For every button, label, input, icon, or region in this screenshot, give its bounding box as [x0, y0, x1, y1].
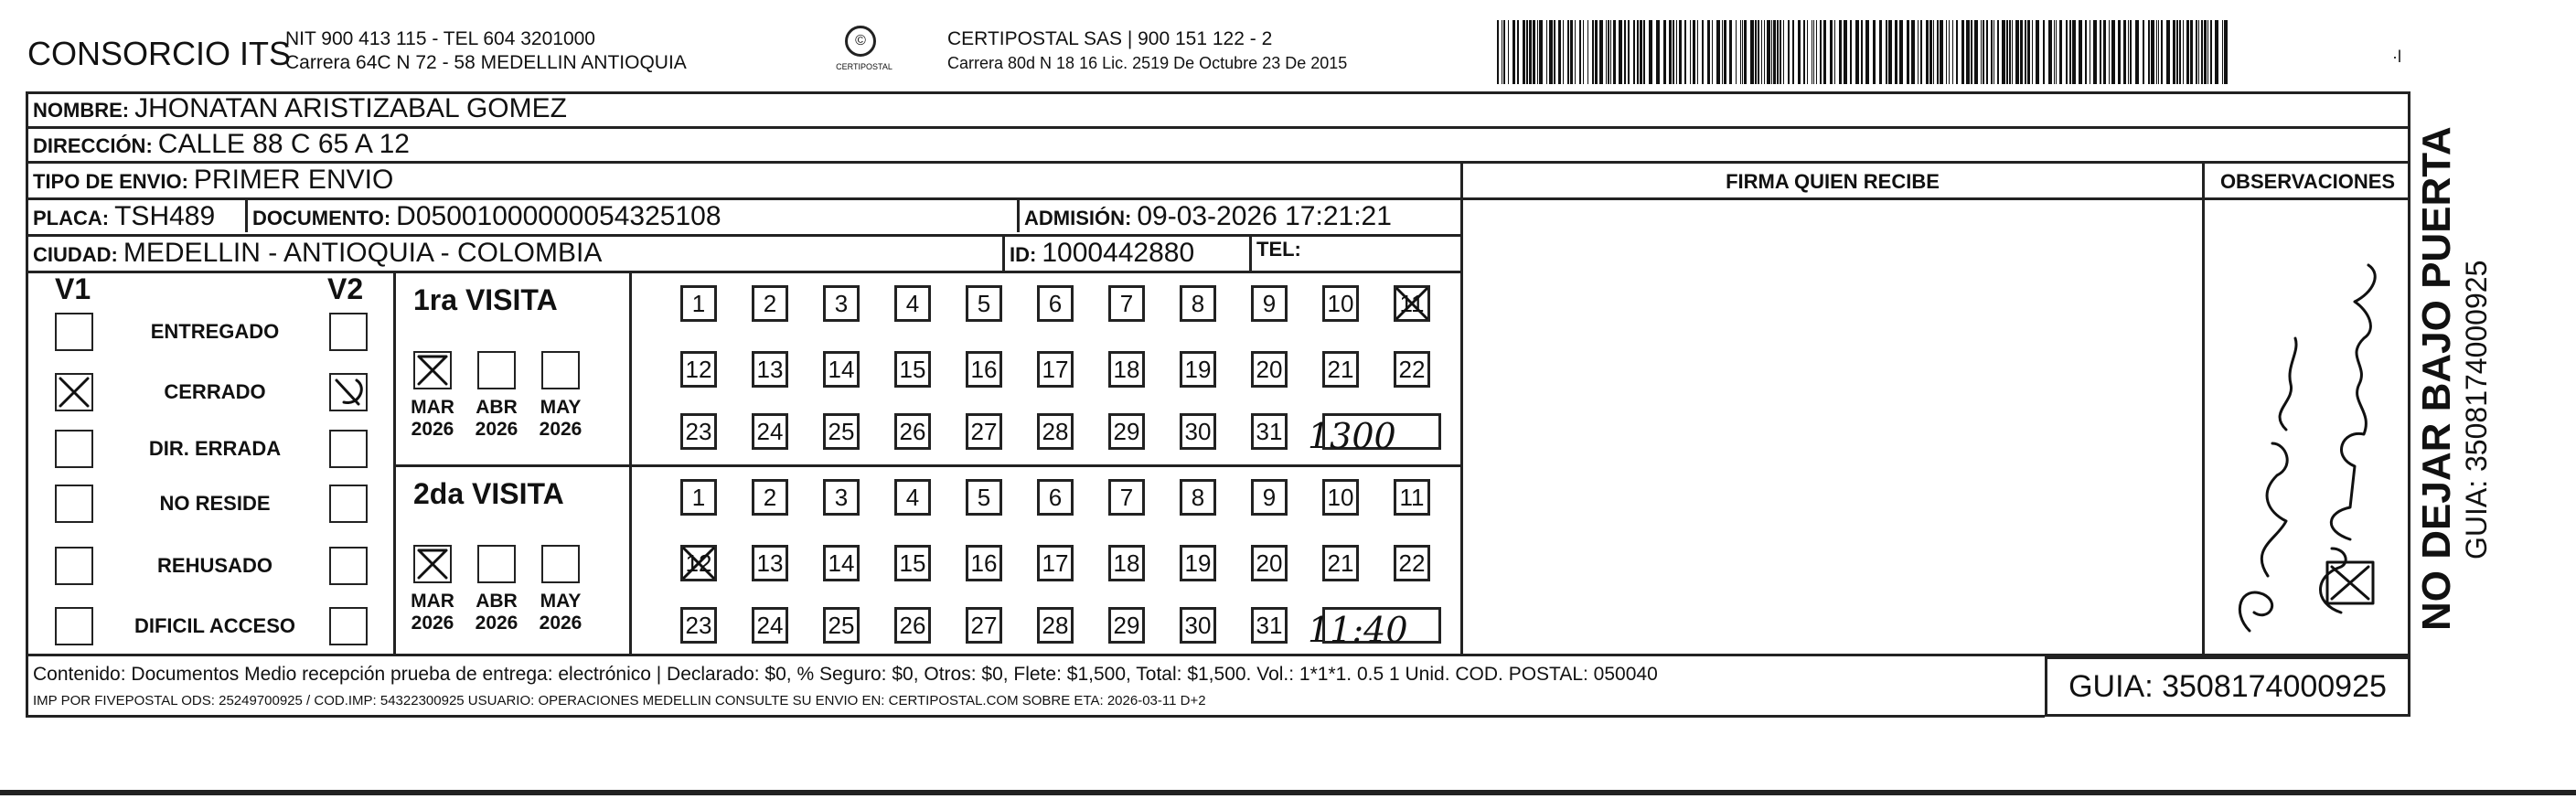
documento-label: DOCUMENTO: — [252, 207, 391, 229]
svg-text:1300: 1300 — [1308, 416, 1396, 456]
month-checkbox[interactable] — [413, 545, 452, 583]
footer-impresion: IMP POR FIVEPOSTAL ODS: 25249700925 / COD.IMP: 54322300925 USUARIO: OPERACIONES MEDELLIN CONSULTE SU ENVIO EN: CERTIPOSTAL.COM SOBRE ETA: 2026-03-11 D+2 — [33, 693, 1206, 708]
v1-checkbox[interactable] — [55, 430, 93, 468]
month-label: ABR 2026 — [475, 591, 518, 634]
day-box[interactable]: 23 — [680, 607, 717, 644]
day-box[interactable]: 14 — [823, 351, 860, 388]
month-checkbox[interactable] — [413, 351, 452, 389]
day-box[interactable]: 22 — [1394, 545, 1430, 581]
direccion-label: DIRECCIÓN: — [33, 134, 153, 157]
day-box[interactable]: 23 — [680, 413, 717, 450]
visit1-time-handwritten — [1300, 408, 1421, 457]
status-option-label: DIR. ERRADA — [148, 437, 282, 460]
day-box[interactable]: 19 — [1180, 545, 1216, 581]
day-box[interactable]: 2 — [752, 479, 788, 516]
day-box[interactable]: 21 — [1322, 351, 1359, 388]
barcode — [1497, 20, 2229, 84]
admision-label: ADMISIÓN: — [1024, 207, 1132, 229]
status-option-label: NO RESIDE — [159, 492, 271, 515]
day-box[interactable]: 1 — [680, 479, 717, 516]
status-option-label: REHUSADO — [157, 554, 273, 577]
visit2-time-handwritten — [1300, 602, 1421, 651]
ciudad-value: MEDELLIN - ANTIOQUIA - COLOMBIA — [123, 238, 603, 268]
day-box[interactable]: 20 — [1251, 351, 1288, 388]
v1-checkbox[interactable] — [55, 607, 93, 645]
day-box[interactable]: 25 — [823, 607, 860, 644]
day-box[interactable]: 24 — [752, 607, 788, 644]
day-box[interactable]: 2 — [752, 285, 788, 322]
day-box[interactable]: 4 — [894, 479, 931, 516]
day-box[interactable]: 30 — [1180, 607, 1216, 644]
v1-checkbox[interactable] — [55, 485, 93, 523]
company-address: Carrera 64C N 72 - 58 MEDELLIN ANTIOQUIA — [285, 52, 687, 73]
day-box[interactable]: 25 — [823, 413, 860, 450]
day-box[interactable]: 21 — [1322, 545, 1359, 581]
day-box[interactable]: 13 — [752, 351, 788, 388]
nombre-value: JHONATAN ARISTIZABAL GOMEZ — [134, 93, 567, 123]
day-box[interactable]: 17 — [1037, 545, 1074, 581]
day-box[interactable]: 8 — [1180, 479, 1216, 516]
day-box[interactable]: 1 — [680, 285, 717, 322]
v1-label: V1 — [55, 272, 91, 305]
nombre-row — [33, 93, 567, 124]
no-dejar-warning: NO DEJAR BAJO PUERTA — [2414, 126, 2459, 631]
day-box[interactable]: 9 — [1251, 479, 1288, 516]
observaciones-handwriting — [2213, 247, 2405, 649]
ciudad-label: CIUDAD: — [33, 243, 118, 266]
day-box[interactable]: 30 — [1180, 413, 1216, 450]
v2-checkbox[interactable] — [329, 607, 368, 645]
day-mark — [1394, 285, 1430, 322]
day-box[interactable]: 8 — [1180, 285, 1216, 322]
day-box[interactable]: 27 — [966, 413, 1002, 450]
month-label: MAR 2026 — [411, 397, 454, 440]
day-box[interactable]: 15 — [894, 545, 931, 581]
ciudad-row — [33, 238, 602, 269]
svg-text:11:40: 11:40 — [1308, 610, 1408, 650]
placa-value: TSH489 — [114, 201, 216, 231]
id-value: 1000442880 — [1042, 238, 1195, 268]
v1-checkbox[interactable] — [55, 547, 93, 585]
tipo-row — [33, 165, 393, 196]
v1-checkbox[interactable] — [55, 373, 93, 411]
day-mark — [680, 545, 717, 581]
v2-checkbox[interactable] — [329, 547, 368, 585]
month-checkbox[interactable] — [477, 545, 516, 583]
firma-header: FIRMA QUIEN RECIBE — [1726, 170, 1940, 193]
tel-row — [1256, 238, 1301, 261]
day-box[interactable]: 9 — [1251, 285, 1288, 322]
day-box[interactable]: 11 — [1394, 479, 1430, 516]
month-checkbox[interactable] — [541, 545, 580, 583]
v2-checkbox[interactable] — [329, 313, 368, 351]
id-row — [1010, 238, 1194, 269]
side-guia: GUIA: 3508174000925 — [2460, 260, 2493, 559]
carrier-name: CERTIPOSTAL SAS | 900 151 122 - 2 — [947, 28, 1273, 49]
tipo-value: PRIMER ENVIO — [193, 165, 394, 195]
day-box[interactable]: 29 — [1108, 607, 1145, 644]
day-box[interactable]: 6 — [1037, 285, 1074, 322]
day-box[interactable]: 18 — [1108, 351, 1145, 388]
month-label: ABR 2026 — [475, 397, 518, 440]
placa-label: PLACA: — [33, 207, 110, 229]
month-label: MAY 2026 — [539, 591, 583, 634]
day-box[interactable]: 12 — [680, 545, 717, 581]
day-box[interactable]: 4 — [894, 285, 931, 322]
day-box[interactable]: 15 — [894, 351, 931, 388]
day-box[interactable]: 19 — [1180, 351, 1216, 388]
visit-title: 2da VISITA — [413, 477, 564, 510]
documento-row — [252, 201, 721, 232]
v2-checkbox[interactable] — [329, 373, 368, 411]
carrier-info — [947, 27, 1347, 75]
corner-mark: ·l — [2392, 48, 2401, 66]
placa-row — [33, 201, 215, 232]
observaciones-header: OBSERVACIONES — [2219, 170, 2396, 193]
day-box[interactable]: 12 — [680, 351, 717, 388]
day-box[interactable]: 3 — [823, 285, 860, 322]
company-name: CONSORCIO ITS — [27, 35, 292, 72]
admision-value: 09-03-2026 17:21:21 — [1137, 201, 1392, 231]
status-option-label: CERRADO — [164, 380, 266, 403]
direccion-row — [33, 129, 410, 160]
nombre-label: NOMBRE: — [33, 99, 130, 122]
month-label: MAY 2026 — [539, 397, 583, 440]
day-box[interactable]: 31 — [1251, 413, 1288, 450]
day-box[interactable]: 26 — [894, 413, 931, 450]
status-option-label: DIFICIL ACCESO — [134, 614, 295, 637]
visit-title: 1ra VISITA — [413, 283, 558, 316]
guia-number: GUIA: 3508174000925 — [2045, 656, 2410, 717]
day-box[interactable]: 24 — [752, 413, 788, 450]
month-checkbox[interactable] — [541, 351, 580, 389]
day-box[interactable]: 6 — [1037, 479, 1074, 516]
day-box[interactable]: 14 — [823, 545, 860, 581]
day-box[interactable]: 7 — [1108, 479, 1145, 516]
month-label: MAR 2026 — [411, 591, 454, 634]
day-box[interactable]: 17 — [1037, 351, 1074, 388]
carrier-address: Carrera 80d N 18 16 Lic. 2519 De Octubre 23 De 2015 — [947, 54, 1348, 72]
company-nit-tel: NIT 900 413 115 - TEL 604 3201000 — [285, 28, 595, 49]
day-box[interactable]: 5 — [966, 479, 1002, 516]
day-box[interactable]: 10 — [1322, 479, 1359, 516]
certipostal-logo: © CERTIPOSTAL — [832, 26, 883, 80]
day-box[interactable]: 10 — [1322, 285, 1359, 322]
admision-row — [1024, 201, 1392, 232]
tipo-label: TIPO DE ENVIO: — [33, 170, 188, 193]
day-box[interactable]: 18 — [1108, 545, 1145, 581]
v2-checkbox[interactable] — [329, 430, 368, 468]
direccion-value: CALLE 88 C 65 A 12 — [157, 129, 410, 159]
day-box[interactable]: 5 — [966, 285, 1002, 322]
bottom-rule — [0, 790, 2576, 795]
company-info — [285, 27, 687, 75]
v2-label: V2 — [327, 272, 364, 305]
day-box[interactable]: 16 — [966, 545, 1002, 581]
day-box[interactable]: 29 — [1108, 413, 1145, 450]
day-box[interactable]: 22 — [1394, 351, 1430, 388]
status-option-label: ENTREGADO — [150, 320, 280, 343]
month-checkbox[interactable] — [477, 351, 516, 389]
day-box[interactable]: 26 — [894, 607, 931, 644]
footer-contenido: Contenido: Documentos Medio recepción prueba de entrega: electrónico | Declarado: $0, % Seguro: $0, Otros: $0, Flete: $1,500, Total: $1,500. Vol.: 1*1*1. 0.5 1 Unid. COD. POSTAL: 050040 — [33, 664, 1658, 685]
tel-label: TEL: — [1256, 238, 1301, 261]
v1-checkbox[interactable] — [55, 313, 93, 351]
day-box[interactable]: 16 — [966, 351, 1002, 388]
day-box[interactable]: 3 — [823, 479, 860, 516]
day-box[interactable]: 28 — [1037, 413, 1074, 450]
v2-checkbox[interactable] — [329, 485, 368, 523]
day-box[interactable]: 31 — [1251, 607, 1288, 644]
id-label: ID: — [1010, 243, 1037, 266]
documento-value: D05001000000054325108 — [396, 201, 721, 231]
day-box[interactable]: 27 — [966, 607, 1002, 644]
day-box[interactable]: 20 — [1251, 545, 1288, 581]
day-box[interactable]: 11 — [1394, 285, 1430, 322]
day-box[interactable]: 13 — [752, 545, 788, 581]
day-box[interactable]: 7 — [1108, 285, 1145, 322]
day-box[interactable]: 28 — [1037, 607, 1074, 644]
